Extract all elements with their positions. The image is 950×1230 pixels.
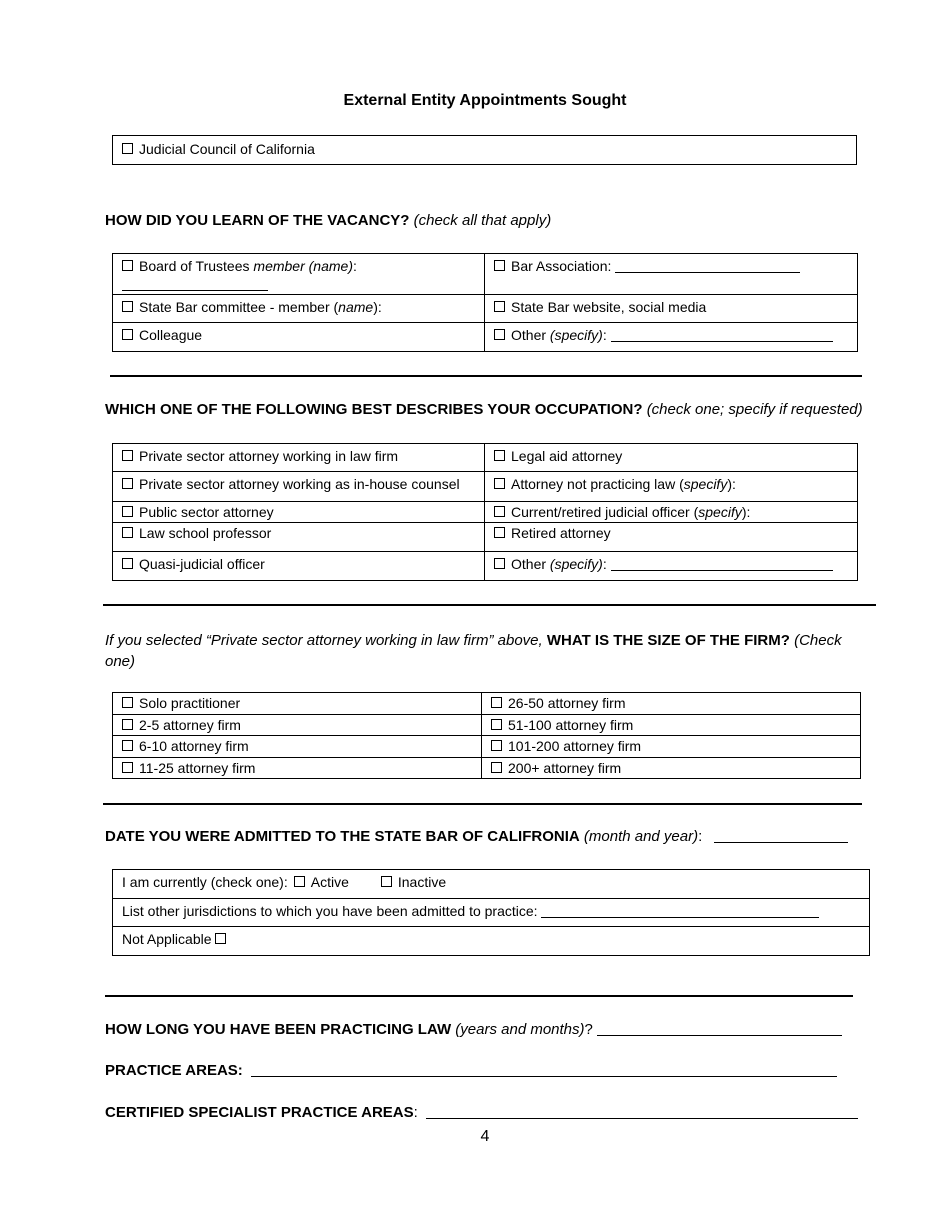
occupation-checkbox[interactable] xyxy=(122,478,133,489)
occupation-cell: Attorney not practicing law (specify): xyxy=(485,472,858,502)
admission-heading: DATE YOU WERE ADMITTED TO THE STATE BAR OF CALIFRONIA (month and year): xyxy=(105,828,848,845)
not-applicable-checkbox[interactable] xyxy=(215,933,226,944)
firm-size-cell: 26-50 attorney firm xyxy=(482,693,861,715)
judicial-officer-checkbox[interactable] xyxy=(494,506,505,517)
bar-association-cell: Bar Association: xyxy=(485,254,858,295)
occupation-checkbox[interactable] xyxy=(122,558,133,569)
judicial-council-checkbox[interactable] xyxy=(122,143,133,154)
firm-size-cell: 101-200 attorney firm xyxy=(482,736,861,758)
divider-3 xyxy=(103,803,862,805)
occupation-cell: Law school professor xyxy=(113,523,485,552)
website-cell: State Bar website, social media xyxy=(485,295,858,323)
not-applicable-cell: Not Applicable xyxy=(113,927,870,956)
bar-association-checkbox[interactable] xyxy=(494,260,505,271)
occupation-checkbox[interactable] xyxy=(122,527,133,538)
bar-association-line[interactable] xyxy=(615,258,800,273)
divider-4 xyxy=(105,995,853,997)
page-number: 4 xyxy=(480,1128,490,1145)
practice-areas-line[interactable] xyxy=(251,1062,837,1077)
practice-areas-row: PRACTICE AREAS: xyxy=(105,1062,837,1079)
admission-table xyxy=(112,869,870,956)
firm-size-checkbox[interactable] xyxy=(491,740,502,751)
board-member-line[interactable] xyxy=(122,284,268,291)
firm-size-checkbox[interactable] xyxy=(122,740,133,751)
firm-size-cell: 6-10 attorney firm xyxy=(113,736,482,758)
occupation-cell: Private sector attorney working as in-house counsel xyxy=(113,472,485,502)
vacancy-other-cell: Other (specify): xyxy=(485,323,858,352)
certified-areas-row: CERTIFIED SPECIALIST PRACTICE AREAS: xyxy=(105,1104,858,1121)
firm-size-cell: 200+ attorney firm xyxy=(482,758,861,779)
jurisdictions-line[interactable] xyxy=(541,903,819,918)
judicial-council-label: Judicial Council of California xyxy=(139,141,315,157)
active-checkbox[interactable] xyxy=(294,876,305,887)
board-member-cell: Board of Trustees member (name): xyxy=(113,254,485,295)
firm-size-table xyxy=(112,692,861,779)
vacancy-other-line[interactable] xyxy=(611,327,833,342)
committee-checkbox[interactable] xyxy=(122,301,133,312)
firm-size-checkbox[interactable] xyxy=(122,697,133,708)
vacancy-other-checkbox[interactable] xyxy=(494,329,505,340)
occupation-cell: Retired attorney xyxy=(485,523,858,552)
vacancy-heading: HOW DID YOU LEARN OF THE VACANCY? (check all that apply) xyxy=(105,212,552,229)
colleague-checkbox[interactable] xyxy=(122,329,133,340)
firm-size-checkbox[interactable] xyxy=(122,762,133,773)
not-practicing-checkbox[interactable] xyxy=(494,478,505,489)
occupation-checkbox[interactable] xyxy=(122,506,133,517)
status-cell: I am currently (check one): Active Inactive xyxy=(113,870,870,899)
vacancy-table xyxy=(112,253,858,352)
admission-date-line[interactable] xyxy=(714,828,848,843)
occupation-cell: Public sector attorney xyxy=(113,502,485,523)
firm-size-checkbox[interactable] xyxy=(491,719,502,730)
years-practicing-line[interactable] xyxy=(597,1021,842,1036)
divider-2 xyxy=(103,604,876,606)
appointment-box xyxy=(112,135,857,165)
firm-size-cell: 2-5 attorney firm xyxy=(113,715,482,736)
page-title: External Entity Appointments Sought xyxy=(343,92,627,109)
years-practicing-row: HOW LONG YOU HAVE BEEN PRACTICING LAW (years and months)? xyxy=(105,1021,842,1038)
committee-cell: State Bar committee - member (name): xyxy=(113,295,485,323)
firm-heading: If you selected “Private sector attorney working in law firm” above, WHAT IS THE SIZE OF THE FIRM? (Check one) xyxy=(105,632,842,670)
colleague-cell: Colleague xyxy=(113,323,485,352)
divider-1 xyxy=(110,375,862,377)
occupation-cell: Quasi-judicial officer xyxy=(113,552,485,581)
occupation-other-line[interactable] xyxy=(611,556,833,571)
firm-size-checkbox[interactable] xyxy=(491,697,502,708)
board-member-checkbox[interactable] xyxy=(122,260,133,271)
website-checkbox[interactable] xyxy=(494,301,505,312)
firm-size-cell: Solo practitioner xyxy=(113,693,482,715)
occupation-checkbox[interactable] xyxy=(122,450,133,461)
firm-size-checkbox[interactable] xyxy=(122,719,133,730)
occupation-cell: Legal aid attorney xyxy=(485,444,858,472)
status-label: I am currently (check one): xyxy=(122,874,288,890)
firm-size-cell: 11-25 attorney firm xyxy=(113,758,482,779)
legal-aid-checkbox[interactable] xyxy=(494,450,505,461)
certified-areas-line[interactable] xyxy=(426,1104,858,1119)
occupation-heading: WHICH ONE OF THE FOLLOWING BEST DESCRIBES YOUR OCCUPATION? (check one; specify if requested) xyxy=(105,401,863,418)
occupation-cell: Current/retired judicial officer (specify): xyxy=(485,502,858,523)
occupation-cell: Private sector attorney working in law firm xyxy=(113,444,485,472)
firm-size-checkbox[interactable] xyxy=(491,762,502,773)
firm-size-cell: 51-100 attorney firm xyxy=(482,715,861,736)
retired-checkbox[interactable] xyxy=(494,527,505,538)
occupation-table xyxy=(112,443,858,581)
occupation-other-checkbox[interactable] xyxy=(494,558,505,569)
jurisdictions-cell: List other jurisdictions to which you have been admitted to practice: xyxy=(113,899,870,927)
occupation-cell: Other (specify): xyxy=(485,552,858,581)
inactive-checkbox[interactable] xyxy=(381,876,392,887)
